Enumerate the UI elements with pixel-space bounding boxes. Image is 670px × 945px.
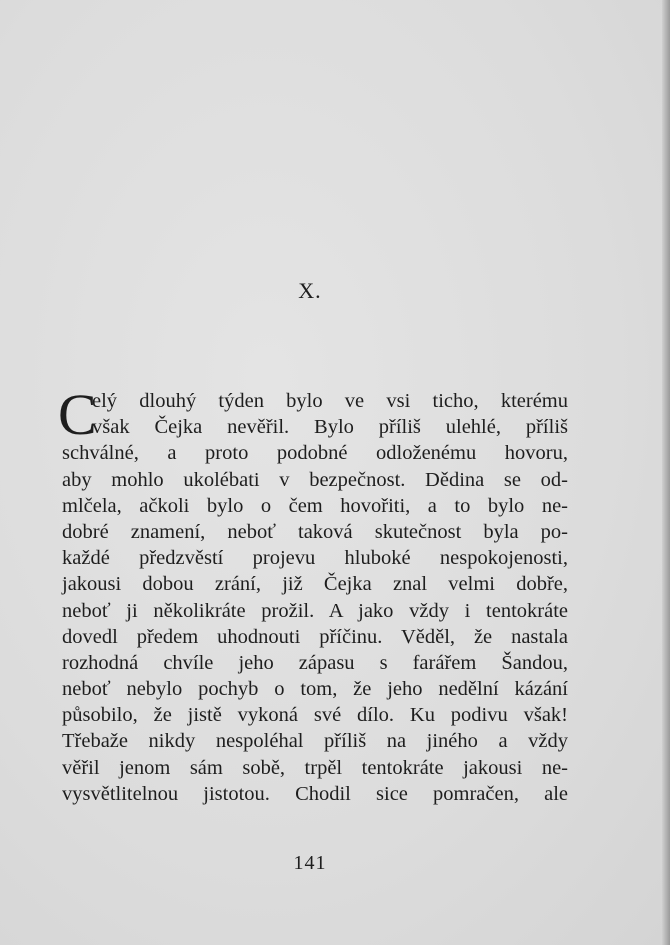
text-line: rozhodná chvíle jeho zápasu s farářem Šandou, xyxy=(62,651,568,674)
text-line: působilo, že jistě vykoná své dílo. Ku podivu však! xyxy=(62,704,568,727)
text-line: neboť ji několikráte prožil. A jako vždy i tentokráte xyxy=(62,599,568,622)
text-line: elý dlouhý týden bylo ve vsi ticho, kterému xyxy=(92,390,568,412)
drop-cap: C xyxy=(58,382,97,447)
page-number: 141 xyxy=(293,852,327,874)
text-line: dobré znamení, neboť taková skutečnost byla po- xyxy=(62,520,568,543)
text-line: věřil jenom sám sobě, trpěl tentokráte jakousi ne- xyxy=(62,756,568,779)
text-line: vysvětlitelnou jistotou. Chodil sice pomračen, ale xyxy=(62,782,568,805)
page-edge-shadow xyxy=(662,0,670,945)
text-line: každé předzvěstí projevu hluboké nespokojenosti, xyxy=(62,547,568,570)
chapter-heading: X. xyxy=(298,278,322,303)
text-line: mlčela, ačkoli bylo o čem hovořiti, a to bylo ne- xyxy=(62,494,568,517)
text-line: aby mohlo ukolébati v bezpečnost. Dědina se od- xyxy=(62,468,568,491)
text-line: Třebaže nikdy nespoléhal příliš na jiného a vždy xyxy=(62,730,568,753)
text-line: dovedl předem uhodnouti příčinu. Věděl, že nastala xyxy=(62,625,568,648)
text-line: neboť nebylo pochyb o tom, že jeho nedělní kázání xyxy=(62,678,568,701)
text-line: jakousi dobou zrání, již Čejka znal velmi dobře, xyxy=(62,573,568,596)
text-line: však Čejka nevěřil. Bylo příliš ulehlé, příliš xyxy=(92,416,568,439)
chapter-body-text xyxy=(58,382,568,807)
text-line: schválné, a proto podobné odloženému hovoru, xyxy=(62,442,568,465)
